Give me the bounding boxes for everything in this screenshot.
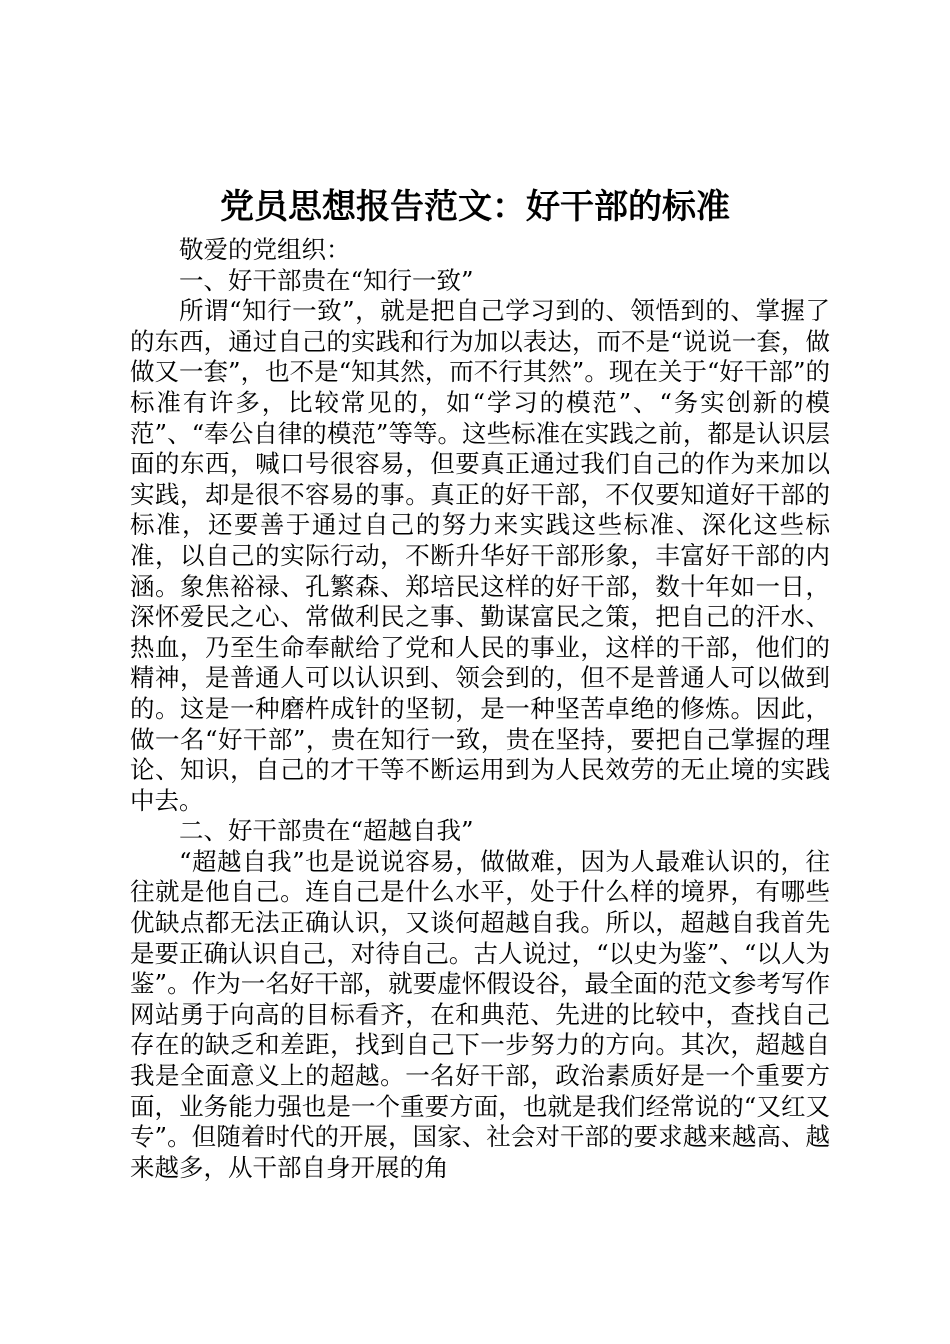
document-body <box>130 235 830 1183</box>
paragraph-1: 所谓“知行一致”，就是把自己学习到的、领悟到的、掌握了的东西，通过自己的实践和行为加以表达，而不是“说说一套，做做又一套”，也不是“知其然，而不行其然”。现在关于“好干部”的标准有许多，比较常见的，如“学习的模范”、“务实创新的模范”、“奉公自律的模范”等等。这些标准在实践之前，都是认识层面的东西，喊口号很容易，但要真正通过我们自己的作为来加以实践，却是很不容易的事。真正的好干部，不仅要知道好干部的标准，还要善于通过自己的努力来实践这些标准、深化这些标准，以自己的实际行动，不断升华好干部形象，丰富好干部的内涵。象焦裕禄、孔繁森、郑培民这样的好干部，数十年如一日，深怀爱民之心、常做利民之事、勤谋富民之策，把自己的汗水、热血，乃至生命奉献给了党和人民的事业，这样的干部，他们的精神，是普通人可以认识到、领会到的，但不是普通人可以做到的。这是一种磨杵成针的坚韧，是一种坚苦卓绝的修炼。因此，做一名“好干部”，贵在知行一致，贵在坚持，要把自己掌握的理论、知识，自己的才干等不断运用到为人民效劳的无止境的实践中去。 <box>130 296 830 815</box>
document-title: 党员思想报告范文：好干部的标准 <box>220 187 730 227</box>
section-heading-1: 一、好干部贵在“知行一致” <box>179 265 474 295</box>
salutation: 敬爱的党组织： <box>179 235 351 264</box>
paragraph-2: “超越自我”也是说说容易，做做难，因为人最难认识的，往往就是他自己。连自己是什么水平，处于什么样的境界，有哪些优缺点都无法正确认识，又谈何超越自我。所以，超越自我首先是要正确认识自己，对待自己。古人说过，“以史为鉴”、“以人为鉴”。作为一名好干部，就要虚怀假设谷，最全面的范文参考写作网站勇于向高的目标看齐，在和典范、先进的比较中，查找自己存在的缺乏和差距，找到自己下一步努力的方向。其次，超越自我是全面意义上的超越。一名好干部，政治素质好是一个重要方面，业务能力强也是一个重要方面，也就是我们经常说的“又红又专”。但随着时代的开展，国家、社会对干部的要求越来越高、越来越多，从干部自身开展的角 <box>130 846 830 1182</box>
section-heading-2: 二、好干部贵在“超越自我” <box>179 816 474 846</box>
